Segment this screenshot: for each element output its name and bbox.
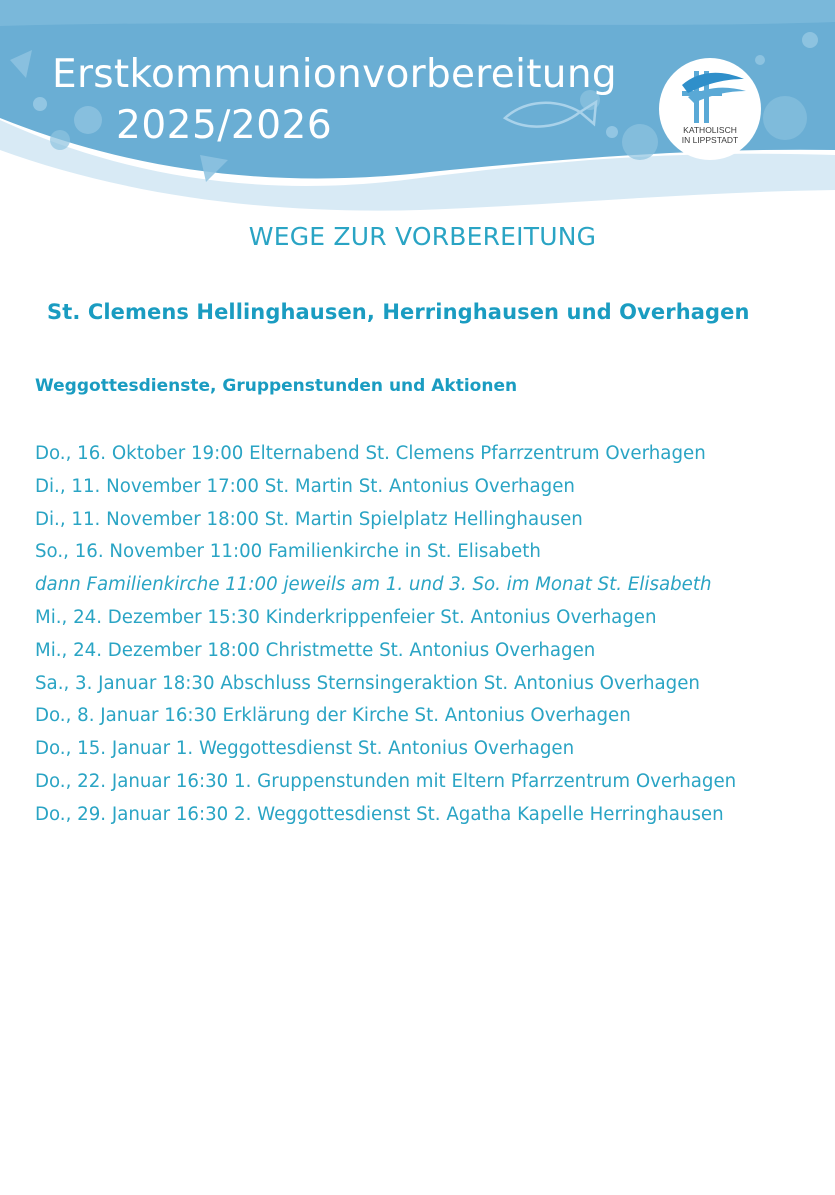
list-item: Mi., 24. Dezember 18:00 Christmette St. Antonius Overhagen — [35, 639, 596, 661]
list-item: Do., 16. Oktober 19:00 Elternabend St. Clemens Pfarrzentrum Overhagen — [35, 443, 706, 464]
list-item: Di., 11. November 17:00 St. Martin St. Antonius Overhagen — [35, 475, 575, 497]
page-title-line2: 2025/2026 — [116, 103, 333, 148]
list-item-note: dann Familienkirche 11:00 jeweils am 1. und 3. So. im Monat St. Elisabeth — [35, 574, 712, 596]
list-item: Mi., 24. Dezember 15:30 Kinderkrippenfeier St. Antonius Overhagen — [35, 606, 657, 628]
section-heading: WEGE ZUR VORBEREITUNG — [248, 222, 597, 251]
header-banner — [0, 0, 835, 215]
page-title-line1: Erstkommunionvorbereitung — [52, 52, 617, 97]
list-item: Do., 8. Januar 16:30 Erklärung der Kirche St. Antonius Overhagen — [35, 705, 631, 727]
events-subheading: Weggottesdienste, Gruppenstunden und Aktionen — [35, 376, 518, 396]
logo — [658, 57, 762, 161]
list-item: Do., 22. Januar 16:30 1. Gruppenstunden mit Eltern Pfarrzentrum Overhagen — [35, 770, 737, 792]
list-item: Do., 29. Januar 16:30 2. Weggottesdienst St. Agatha Kapelle Herringhausen — [35, 803, 724, 825]
event-list — [35, 438, 736, 832]
logo-text-line2: IN LIPPSTADT — [681, 135, 739, 145]
logo-text-line1: KATHOLISCH — [683, 125, 737, 135]
list-item: Sa., 3. Januar 18:30 Abschluss Sternsingeraktion St. Antonius Overhagen — [35, 672, 700, 694]
list-item: So., 16. November 11:00 Familienkirche in St. Elisabeth — [35, 541, 541, 563]
list-item: Do., 15. Januar 1. Weggottesdienst St. Antonius Overhagen — [35, 738, 575, 760]
list-item: Di., 11. November 18:00 St. Martin Spielplatz Hellinghausen — [35, 508, 583, 530]
parish-name: St. Clemens Hellinghausen, Herringhausen und Overhagen — [47, 300, 750, 324]
